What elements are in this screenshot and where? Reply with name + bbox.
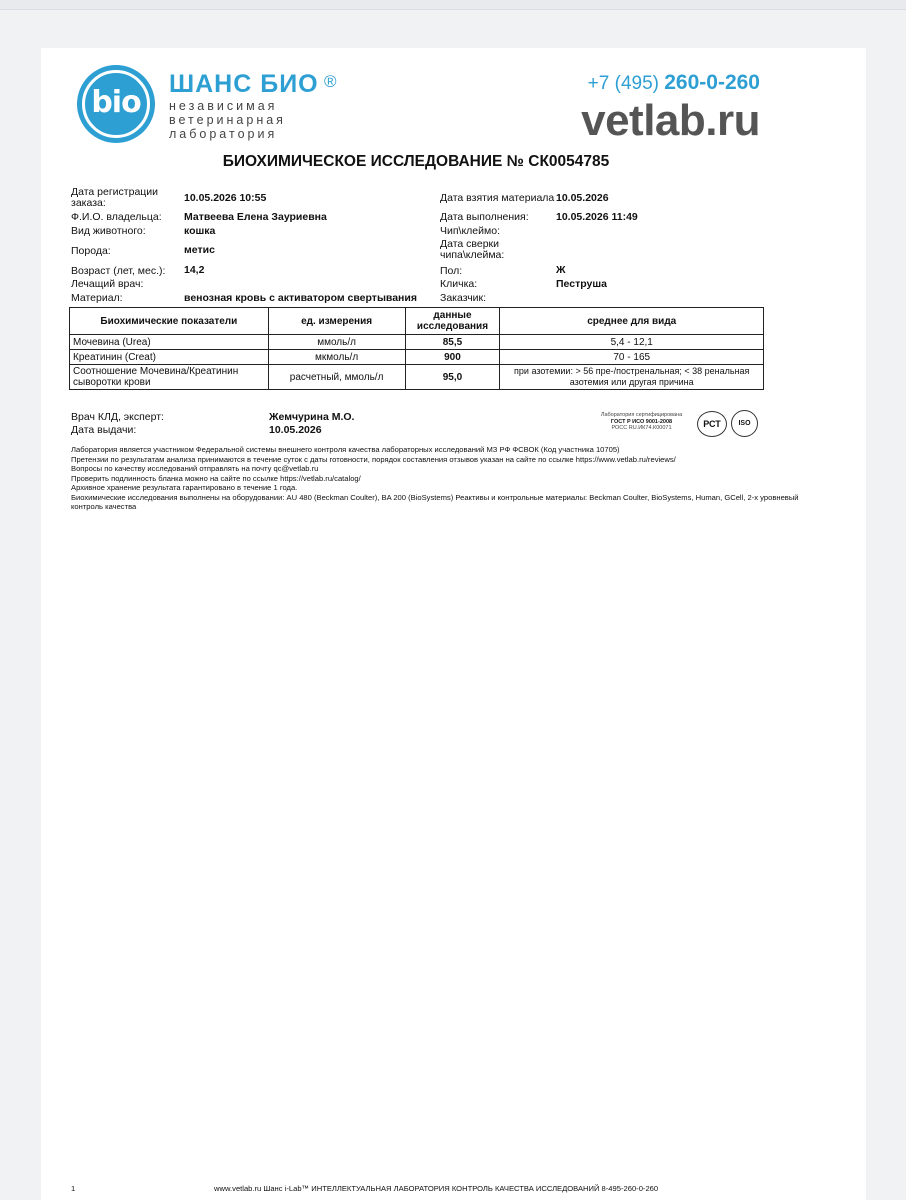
- label-customer: Заказчик:: [440, 292, 487, 304]
- cell-parameter: Соотношение Мочевина/Креатинин сыворотки крови: [70, 365, 269, 390]
- brand-line-2: ветеринарная: [169, 113, 286, 127]
- document-title: БИОХИМИЧЕСКОЕ ИССЛЕДОВАНИЕ № СК0054785: [222, 153, 610, 170]
- page-number: 1: [71, 1184, 76, 1193]
- brand-name: ШАНС БИО: [169, 70, 319, 98]
- label-pet-name: Кличка:: [440, 278, 478, 290]
- footnote: Претензии по результатам анализа принимаются в течение суток с даты готовности, порядок составления отзывов указан на сайте по ссылке https://www.vetlab.ru/reviews/: [71, 454, 676, 464]
- cell-parameter: Мочевина (Urea): [70, 335, 269, 350]
- results-table: [69, 307, 764, 390]
- label-issue-date: Дата выдачи:: [71, 424, 137, 436]
- browser-top-strip: [0, 0, 906, 10]
- label-material: Материал:: [71, 292, 123, 304]
- phone-prefix: +7 (495): [587, 73, 659, 94]
- table-row: [70, 350, 764, 365]
- label-breed: Порода:: [71, 245, 111, 257]
- cert-line-2: ГОСТ Р ИСО 9001-2008: [610, 418, 673, 425]
- value-material: венозная кровь с активатором свертывания: [184, 292, 417, 304]
- label-doctor: Врач КЛД, эксперт:: [71, 411, 164, 423]
- cell-reference: 5,4 - 12,1: [500, 335, 764, 350]
- website-logo: vetlab.ru: [581, 96, 760, 145]
- table-row: [70, 365, 764, 390]
- logo-text: bio: [91, 85, 141, 120]
- document-page: [41, 48, 866, 1200]
- column-header-parameter: Биохимические показатели: [70, 308, 269, 335]
- brand-line-3: лаборатория: [169, 127, 278, 141]
- bio-logo-icon: [77, 65, 155, 143]
- value-issue-date: 10.05.2026: [269, 424, 322, 436]
- footnote: Проверить подлинность бланка можно на сайте по ссылке https://vetlab.ru/catalog/: [71, 473, 361, 483]
- value-registration-date: 10.05.2026 10:55: [184, 192, 267, 204]
- value-sample-date: 10.05.2026: [556, 192, 609, 204]
- value-doctor: Жемчурина М.О.: [269, 411, 355, 423]
- value-age: 14,2: [184, 264, 205, 276]
- cert-line-3: РОСС RU.ИК74.К00071: [611, 425, 672, 431]
- value-breed: метис: [184, 244, 215, 256]
- label-sample-date: Дата взятия материала: [440, 192, 555, 204]
- value-completion-date: 10.05.2026 11:49: [556, 211, 638, 223]
- iso-mark-icon: ISO: [731, 410, 758, 437]
- certification-text: [590, 412, 693, 432]
- footer-text: www.vetlab.ru Шанс i-Lab™ ИНТЕЛЛЕКТУАЛЬНАЯ ЛАБОРАТОРИЯ КОНТРОЛЬ КАЧЕСТВА ИССЛЕДОВАНИЙ 8-495-260-0-260: [214, 1184, 659, 1193]
- label-registration-date: Дата регистрации заказа:: [71, 186, 159, 209]
- footnote: Архивное хранение результата гарантировано в течение 1 года.: [71, 483, 298, 492]
- cell-result: 900: [405, 350, 500, 365]
- cell-unit: расчетный, ммоль/л: [268, 365, 405, 390]
- cell-reference: 70 - 165: [500, 350, 764, 365]
- label-completion-date: Дата выполнения:: [440, 211, 529, 223]
- table-row: [70, 335, 764, 350]
- column-header-reference: среднее для вида: [500, 308, 764, 335]
- label-chip-check-date: Дата сверки чипа\клейма:: [440, 238, 505, 261]
- value-sex: Ж: [556, 264, 566, 276]
- footnote: Биохимические исследования выполнены на оборудовании: AU 480 (Beckman Coulter), BA 200 (BioSystems) Реактивы и контрольные материалы: Beckman Coulter, BioSystems, Human, GCell, 2-х уровневый контроль качества: [71, 492, 799, 511]
- rst-mark-icon: РСТ: [697, 411, 727, 437]
- phone-main: 260-0-260: [664, 71, 760, 94]
- label-age: Возраст (лет, мес.):: [71, 265, 166, 277]
- cell-result: 95,0: [405, 365, 500, 390]
- value-species: кошка: [184, 225, 216, 237]
- value-owner: Матвеева Елена Зауриевна: [184, 211, 327, 223]
- cell-reference: при азотемии: > 56 пре-/постренальная; < 38 ренальная азотемия или другая причина: [500, 365, 764, 390]
- phone-number: [588, 71, 760, 95]
- cell-unit: ммоль/л: [268, 335, 405, 350]
- value-pet-name: Пеструша: [556, 278, 607, 290]
- footnote: Лаборатория является участником Федеральной системы внешнего контроля качества лабораторных исследований МЗ РФ ФСВОК (Код участника 10705): [71, 445, 620, 454]
- cell-unit: мкмоль/л: [268, 350, 405, 365]
- footnote: Вопросы по качеству исследований отправлять на почту qc@vetlab.ru: [71, 464, 319, 473]
- column-header-result: данные исследования: [405, 308, 500, 335]
- label-species: Вид животного:: [71, 225, 146, 237]
- label-chip: Чип\клеймо:: [440, 225, 500, 237]
- label-sex: Пол:: [440, 265, 463, 277]
- label-owner: Ф.И.О. владельца:: [71, 211, 162, 223]
- cert-line-1: Лаборатория сертифицирована: [600, 412, 683, 418]
- table-header-row: [70, 308, 764, 335]
- cell-parameter: Креатинин (Creat): [70, 350, 269, 365]
- registered-mark: ®: [324, 72, 337, 91]
- cell-result: 85,5: [405, 335, 500, 350]
- label-vet: Лечащий врач:: [71, 278, 144, 290]
- column-header-unit: ед. измерения: [268, 308, 405, 335]
- brand-line-1: независимая: [169, 99, 278, 113]
